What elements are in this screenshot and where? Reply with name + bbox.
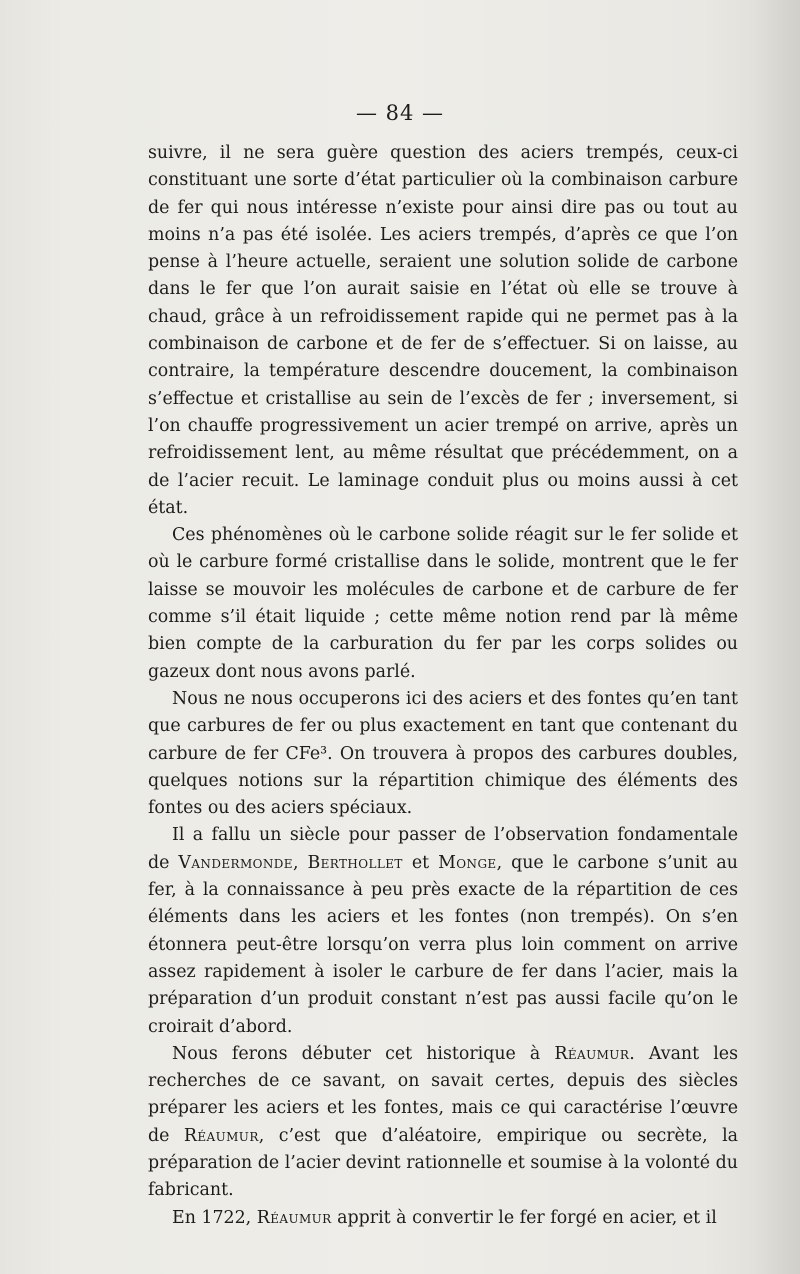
body-text	[148, 140, 738, 1232]
text-run: Il a fallu un siècle pour passer de l’observation fondamentale de	[148, 825, 738, 873]
author-name: Réaumur	[554, 1043, 630, 1064]
text-run: , que le carbone s’unit au fer, à la connaissance à peu près exacte de la répartition de ces éléments dans les aciers et les fontes (non trempés). On s’en étonnera peut-être lorsqu’on verra plus loin comment on arrive assez rapidement à isoler le carbure de fer dans l’acier, mais la préparation d’un produit constant n’est pas aussi facile qu’on le croirait d’abord.	[148, 852, 738, 1037]
paragraph	[148, 1041, 738, 1205]
paragraph	[148, 822, 738, 1040]
author-name: Réaumur	[256, 1207, 332, 1228]
paragraph	[148, 1205, 738, 1232]
author-name: Vandermonde	[178, 852, 293, 873]
text-run: Nous ferons débuter cet historique à	[172, 1043, 555, 1064]
text-run: apprit à convertir le fer forgé en acier, et il	[331, 1207, 717, 1228]
author-name: Berthollet	[307, 852, 403, 873]
text-run: Nous ne nous occuperons ici des aciers et des fontes qu’en tant que carbures de fer ou plus exactement en tant que contenant du carbure de fer CFe³. On trouvera à propos des carbures doubles, quelques notions sur la répartition chimique des éléments des fontes ou des aciers spéciaux.	[148, 688, 738, 819]
paragraph	[148, 686, 738, 822]
paragraph	[148, 522, 738, 686]
text-run: . Avant les recherches de ce savant, on savait certes, depuis des siècles préparer les aciers et les fontes, mais ce qui caractérise l’œuvre de	[148, 1043, 738, 1146]
text-run: ,	[292, 852, 308, 873]
paragraph	[148, 140, 738, 522]
author-name: Monge	[438, 852, 497, 873]
text-run: suivre, il ne sera guère question des aciers trempés, ceux-ci constituant une sorte d’état particulier où la combinaison carbure de fer qui nous intéresse n’existe pour ainsi dire pas ou tout au moins n’a pas été isolée. Les aciers trempés, d’après ce que l’on pense à l’heure actuelle, seraient une solution solide de carbone dans le fer que l’on aurait saisie en l’état où elle se trouve à chaud, grâce à un refroidissement rapide qui ne permet pas à la combinaison de carbone et de fer de s’effectuer. Si on laisse, au contraire, la température descendre doucement, la combinaison s’effectue et cristallise au sein de l’excès de fer ; inversement, si l’on chauffe progressivement un acier trempé on arrive, après un refroidissement lent, au même résultat que précédemment, on a de l’acier recuit. Le laminage conduit plus ou moins aussi à cet état.	[148, 143, 738, 518]
text-run: et	[402, 852, 439, 873]
page-number: — 84 —	[355, 101, 445, 125]
text-run: En 1722,	[172, 1207, 257, 1228]
author-name: Réaumur	[183, 1125, 259, 1146]
text-run: Ces phénomènes où le carbone solide réagit sur le fer solide et où le carbure formé cristallise dans le solide, montrent que le fer laisse se mouvoir les molécules de carbone et de carbure de fer comme s’il était liquide ; cette même notion rend par là même bien compte de la carburation du fer par les corps solides ou gazeux dont nous avons parlé.	[148, 525, 738, 682]
text-run: , c’est que d’aléatoire, empirique ou secrète, la préparation de l’acier devint rationnelle et soumise à la volonté du fabricant.	[148, 1125, 738, 1201]
